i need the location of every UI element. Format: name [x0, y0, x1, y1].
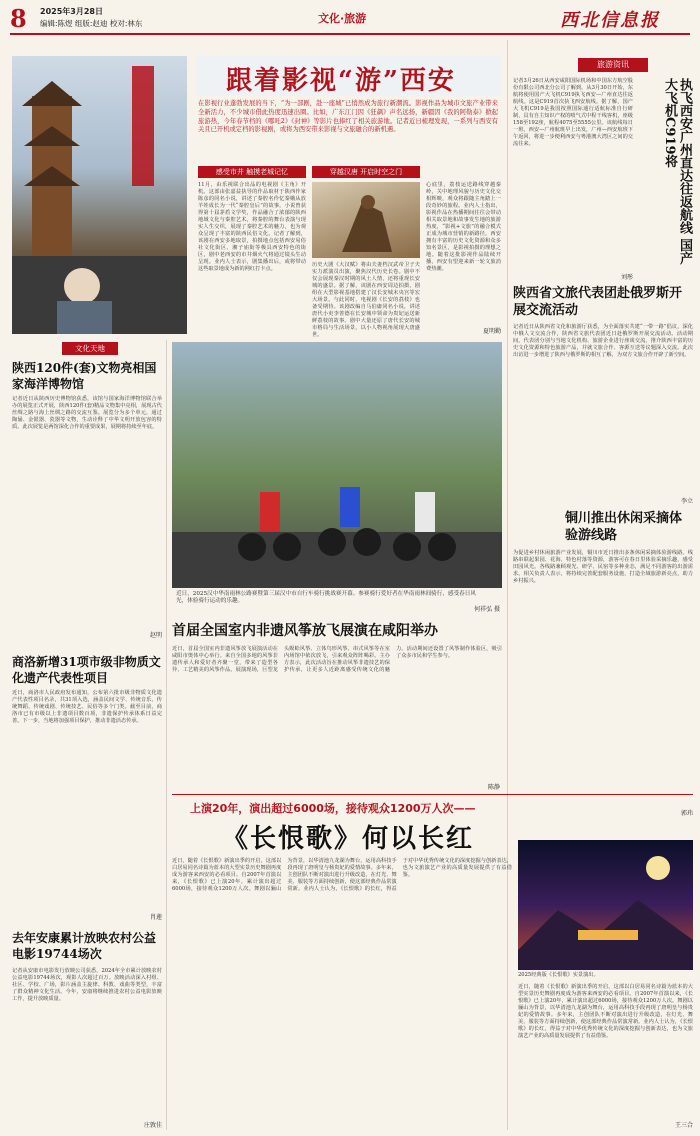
c919-body: 记者3月26日从西安咸阳国际机场和中国东方航空股份有限公司西北分公司了解到，从3月30日开始，东航将使用国产大飞机C919执飞西安—广州直达往返航线。这是C919首次执飞西安航线。据了解，国产大飞机C919是我国按照国际通行适航标准自行研制，具有自主知识产权的喷气式中程干线客机，座级158至192座，航程4075至5555公里。该航线每日一班，西安—广州航班早上出发，广州—西安航班下午返回，将进一步便利西安与粤港澳大湾区之间的交流往来。: [513, 78, 633, 147]
cycling-photo: [172, 342, 502, 588]
lead-title-banner: [196, 56, 501, 96]
kite-title: 首届全国室内非遗风筝放飞展演在咸阳举办: [172, 623, 438, 639]
left2-byline: 肖莲: [149, 914, 162, 921]
changge-rule: [172, 794, 693, 795]
changge-byline: 王三合: [674, 1122, 693, 1129]
lead-intro: 在影视行业蓬勃发展的当下，“为一部剧，赴一座城”已悄然成为旅行新潮流。影视作品为城市文旅产业带来全新活力，不少城市借此热度迅速出圈。比如，广东江门因《狂飙》声名远扬，新疆因《我的阿勒泰》掀起旅游热，今年春节档的《哪吒2》《封神》等影片也捧红了相关旅游地。记者近日梳理发现，一系列与西安有关且已开机或定档的影视剧，或将为西安带来影视与文旅融合的新机遇。: [198, 100, 498, 134]
pagoda-illustration: [12, 56, 187, 334]
shaanxi-russia-byline: 李立: [680, 498, 693, 505]
page-number: 8: [10, 4, 27, 33]
c919-title: [640, 78, 692, 272]
stage-illustration: [518, 840, 693, 970]
shaanxi-russia-body: 记者近日从陕西省文化和旅游厅获悉，为全面落实共建“一带一路”倡议，深化中俄人文交流合作，陕西省文旅代表团近日赴俄罗斯开展交流活动。活动期间，代表团分别与当地文化机构、旅游企业进行座谈交流，推介陕西丰富的历史文化资源和特色旅游产品，并就文旅合作、客源互送等议题深入交流。此次出访进一步增进了陕西与俄罗斯的相互了解，为双方文旅合作开辟了新空间。: [513, 324, 693, 358]
left3-byline: 庄敦佳: [143, 1122, 162, 1129]
lead-subhead-1: 感受市井 触摸老城记忆: [198, 166, 306, 178]
changge-photo: [518, 840, 693, 970]
left1-byline: 赵明: [149, 632, 162, 639]
left-divider: [166, 340, 167, 1130]
tongchuan-byline: 郭玮: [680, 810, 693, 817]
left3-body: 记者从安康市电影发行放映公司获悉，2024年全市累计放映农村公益电影19744场次，观影人次超过百万。放映活动深入村组、社区、学校、广场，影片涵盖主旋律、科教、戏曲等类型，丰富了群众精神文化生活。今年，安康将继续推进农村公益电影放映工作，提升放映质量。: [12, 968, 162, 1002]
left3-title: 去年安康累计放映农村公益电影19744场次: [12, 931, 157, 961]
han-statue-photo: [312, 182, 420, 258]
paper-logo: 西北信息报: [560, 10, 660, 31]
lead-col-2: 历史大剧《大汉赋》将由夫妻档汉武帝卫子夫实力派演员出演，聚焦汉代历史长卷。剧中不仅会展现秦汉时期的风土人情，还将重现长安城的盛景。据了解，该剧在西安周边拍摄，剧组在大型影视基地搭建了汉长安城未央宫等宏大场景。与此同时，电视剧《长安的荔枝》也备受期待。该剧改编自马伯庸同名小说，讲述唐代小吏李善德在长安城中领命为贵妃运送新鲜荔枝的故事。剧中大量还原了唐代长安的城市格局与生活场景，以小人物视角展现大唐盛世。: [312, 262, 420, 338]
changge-title: 《长恨歌》何以长红: [222, 824, 475, 854]
shaanxi-russia-title: 陕西省文旅代表团赴俄罗斯开展交流活动: [513, 286, 683, 318]
pagoda-photo: [12, 56, 187, 334]
c919-byline: 刘彤: [620, 274, 633, 281]
issue-date: 2025年3月28日: [40, 7, 103, 16]
lead-title: 跟着影视“游”西安: [226, 66, 456, 96]
changge-photo-caption: 2025经典版《长恨歌》实景演出。: [518, 972, 599, 978]
kite-body: 近日，首届全国室内非遗风筝放飞展演活动在咸阳市奥体中心举行。来自全国多地的风筝非遗传承人和爱好者齐聚一堂，带来了造型各异、工艺精美的风筝作品。展演现场，巨型龙头蜈蚣风筝、立体鸟形风筝、串式风筝等在室内场馆中依次放飞，引来观众阵阵喝彩。主办方表示，此次活动旨在推动风筝非遗技艺的保护传承，让更多人近距离感受传统文化的魅力。活动期间还设置了风筝制作体验区，吸引了众多市民和学生参与。: [172, 646, 502, 673]
lead-col-3: 心底里，荔枝运送路线穿越秦岭，关中地理风貌与历史文化交相辉映，观众将跟随主角踏上一段奇妙的旅程。业内人士指出，影视作品在热播期间往往会带动相关取景地和故事发生地的旅游热度，“影视+文旅”的融合模式正成为城市营销的新路径。西安拥有丰富的历史文化资源和众多知名景区，是影视拍摄的理想之地。随着这批影视作品陆续开播，西安有望迎来新一轮文旅消费热潮。: [426, 182, 501, 272]
page-header: [0, 0, 700, 58]
left1-body: 记者近日从陕西历史博物馆获悉，该馆与国家海洋博物馆联合举办的展览正式开展，陕西120件(套)精品文物集中亮相，展现古代丝绸之路与海上丝绸之路的交流互鉴。展览分为多个单元，通过陶俑、金银器、瓷器等文物，生动诠释了中华文明开放包容的特质。此次展览是两馆深化合作的重要成果，展期将持续至年底。: [12, 396, 162, 430]
left2-body: 近日，商洛市人民政府发布通知，公布第六批市级非物质文化遗产代表性项目名录，共31项入选，涵盖民间文学、传统音乐、传统舞蹈、传统戏剧、传统技艺、民俗等多个门类。截至目前，商洛市已有市级以上非遗项目数百项，非遗保护传承体系日益完善。下一步，当地将加强项目保护，推动非遗活态传承。: [12, 690, 162, 724]
left2-title: 商洛新增31项市级非物质文化遗产代表性项目: [12, 655, 161, 685]
c919-title-text: 执飞西安广州直达往返航线 国产大飞机C919将: [662, 78, 692, 265]
tongchuan-title: 铜川推出休闲采摘体验游线路: [565, 511, 683, 543]
tongchuan-body: 为促进乡村休闲旅游产业发展，铜川市近日推出多条休闲采摘体验游线路。线路串联起果园、花海、特色村落等资源，游客可在春日里体验采摘乐趣，感受田园风光。各线路兼顾观光、研学、民宿等多种业态，满足不同游客的出游需求。相关负责人表示，将持续完善配套服务设施，打造全域旅游新亮点，助力乡村振兴。: [513, 550, 693, 584]
statue-illustration: [312, 182, 420, 258]
changge-col-right: 近日，随着《长恨歌》新演出季的开启，这部以白居易同名诗篇为蓝本的大型实景历史舞剧再度成为游客来西安的必看项目。自2007年首演以来，《长恨歌》已上演20年，累计演出超过6000场，接待观众1200万人次。舞剧以骊山为背景，以华清池九龙湖为舞台，运用高科技手段再现了唐明皇与杨贵妃的爱情故事。多年来，主创团队不断对演出进行升级改造，在灯光、舞美、服装等方面持续创新，使这部经典作品常演常新。业内人士认为，《长恨歌》的长红，得益于对中华优秀传统文化的深度挖掘与创新表达，也为文旅演艺产业的高质量发展提供了有益借鉴。: [518, 984, 693, 1039]
left1-title: 陕西120件(套)文物亮相国家海洋博物馆: [12, 361, 157, 391]
editor-line: 编辑:陈煜 组版:赵迪 校对:林东: [40, 19, 143, 28]
changge-kicker: 上演20年，演出超过6000场，接待观众1200万人次——: [190, 802, 476, 815]
cycling-byline: 何祥弘 摄: [474, 606, 500, 613]
lead-col-1: 11月，由乐视联合出品的电视剧《主角》开机。这部由张嘉益执导的作品取材于陕西作家陈彦的同名小说，讲述了秦腔名伶忆秦娥从放羊娃成长为一代“秦腔皇后”的故事。小说曾获得第十届茅盾文学奖，作品融合了浓郁的陕西地域文化与秦腔艺术，将秦腔的舞台表演与现实人生交织，展现了秦腔艺术的魅力，也为观众呈现了丰富的陕西民俗文化。记者了解到，该剧在西安多地取景，拍摄地点包括西安易俗社文化街区、湘子庙街等极具西安特色的街区，剧中老西安的市井烟火气将通过镜头生动呈现。业内人士表示，剧集播出后，或将带动这些取景地成为新的网红打卡点。: [198, 182, 306, 272]
cyclists-illustration: [172, 342, 502, 588]
culture-tag: 文化天地: [62, 342, 118, 355]
kite-byline: 陈静: [487, 784, 500, 791]
header-rule: [10, 33, 690, 35]
section-title: 文化·旅游: [318, 12, 367, 25]
lead-byline: 夏明勤: [482, 328, 501, 335]
lead-subhead-2: 穿越汉唐 开启时空之门: [312, 166, 420, 178]
changge-body: 近日，随着《长恨歌》新演出季的开启，这部以白居易同名诗篇为蓝本的大型实景历史舞剧再度成为游客来西安的必看项目。自2007年首演以来，《长恨歌》已上演20年，累计演出超过6000场，接待观众1200万人次。舞剧以骊山为背景，以华清池九龙湖为舞台，运用高科技手段再现了唐明皇与杨贵妃的爱情故事。多年来，主创团队不断对演出进行升级改造，在灯光、舞美、服装等方面持续创新，使这部经典作品常演常新。业内人士认为，《长恨歌》的长红，得益于对中华优秀传统文化的深度挖掘与创新表达，也为文旅演艺产业的高质量发展提供了有益借鉴。: [172, 858, 512, 892]
cycling-caption: 近日，2025汉中华南雨林公路赛暨第三届汉中市自行车骑行挑战赛开幕。参赛骑行爱好者在华南雨林间骑行，感受春日风光，体验骑行运动的乐趣。: [176, 591, 476, 604]
travel-info-tag: 旅游资讯: [578, 58, 648, 72]
